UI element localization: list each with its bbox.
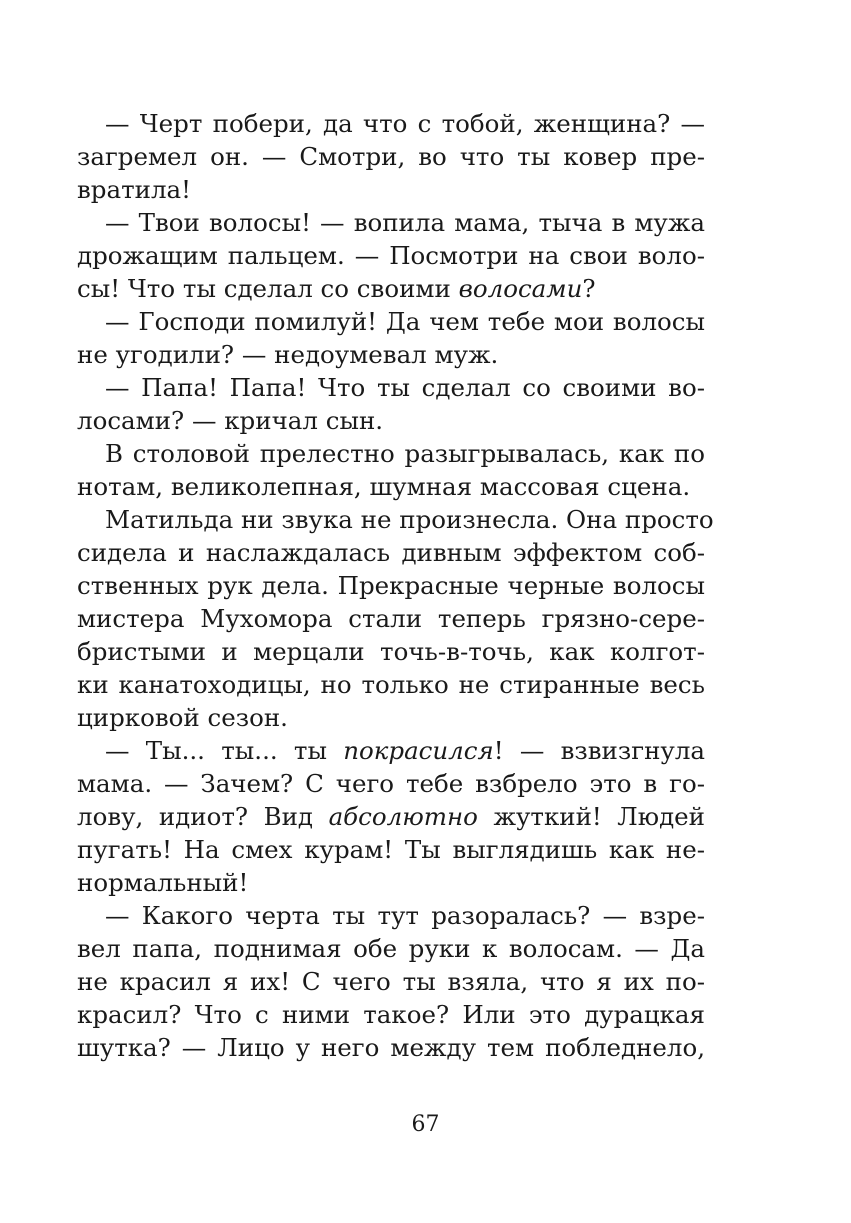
text-line: — Твои волосы! — вопила мама, тыча в мужа	[105, 208, 705, 237]
text-line: — Господи помилуй! Да чем тебе мои волосы	[105, 307, 705, 336]
text-line: не красил я их! С чего ты взяла, что я их по-	[77, 967, 705, 996]
text-segment: сы! Что ты сделал со своими	[77, 274, 459, 303]
text-segment: — Ты... ты... ты	[105, 736, 344, 765]
text-line: цирковой сезон.	[77, 703, 288, 732]
text-line: шутка? — Лицо у него между тем побледнело,	[77, 1033, 705, 1062]
emphasized-word: покрасился	[343, 736, 494, 765]
text-line: красил? Что с ними такое? Или это дурацкая	[77, 1000, 705, 1029]
body-text	[77, 107, 714, 1064]
text-line	[77, 800, 705, 833]
text-line: загремел он. — Смотри, во что ты ковер пре-	[77, 142, 705, 171]
text-line: лосами? — кричал сын.	[77, 406, 384, 435]
text-line: нормальный!	[77, 868, 249, 897]
text-line: пугать! На смех курам! Ты выглядишь как не-	[77, 835, 705, 864]
text-line: бристыми и мерцали точь-в-точь, как колгот-	[77, 637, 705, 666]
text-line: вратила!	[77, 175, 191, 204]
text-line: не угодили? — недоумевал муж.	[77, 340, 499, 369]
emphasized-word: абсолютно	[328, 802, 478, 831]
text-segment: ! — взвизгнула	[493, 736, 705, 765]
emphasized-word: волосами	[458, 274, 583, 303]
text-line: — Папа! Папа! Что ты сделал со своими во-	[105, 373, 705, 402]
text-segment: лову, идиот? Вид	[77, 802, 329, 831]
text-line: нотам, великолепная, шумная массовая сцена.	[77, 472, 691, 501]
text-line	[77, 734, 705, 767]
text-line: ки канатоходицы, но только не стиранные весь	[77, 670, 705, 699]
text-line: мистера Мухомора стали теперь грязно-сере-	[77, 604, 705, 633]
text-line	[77, 272, 705, 305]
text-line: сидела и наслаждалась дивным эффектом соб-	[77, 538, 705, 567]
page-number: 67	[411, 1112, 440, 1137]
text-line: — Черт побери, да что с тобой, женщина? —	[105, 109, 705, 138]
text-line: — Какого черта ты тут разоралась? — взре-	[105, 901, 705, 930]
text-line: дрожащим пальцем. — Посмотри на свои воло-	[77, 241, 705, 270]
text-line: ственных рук дела. Прекрасные черные волосы	[77, 571, 705, 600]
text-line: вел папа, поднимая обе руки к волосам. — Да	[77, 934, 705, 963]
text-line: В столовой прелестно разыгрывалась, как по	[105, 439, 705, 468]
text-line: мама. — Зачем? С чего тебе взбрело это в го-	[77, 769, 705, 798]
text-segment: ?	[582, 274, 596, 303]
text-segment: жуткий! Людей	[477, 802, 705, 831]
text-line: Матильда ни звука не произнесла. Она просто	[105, 505, 714, 534]
